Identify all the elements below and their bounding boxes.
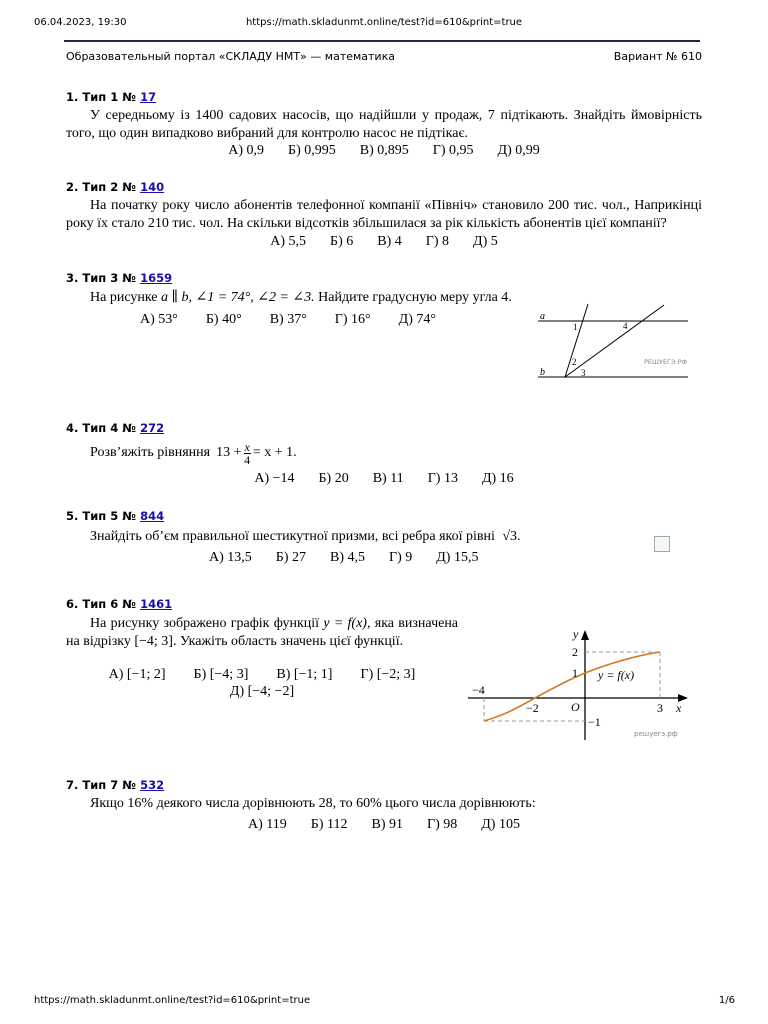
question-5-link[interactable]: 844	[140, 509, 165, 523]
equation-left: 13 +	[216, 445, 242, 460]
y-axis-arrow	[581, 630, 589, 640]
question-7-link[interactable]: 532	[140, 778, 165, 792]
question-3-text: На рисунке a ∥ b, ∠1 = 74°, ∠2 = ∠3. Найдите градусную меру угла 4.	[90, 290, 512, 305]
answer-option: А) 119	[248, 817, 287, 832]
answer-option: Б) [−4; 3]	[193, 667, 249, 682]
answer-option: А) 0,9	[228, 143, 265, 158]
equation-right: = x + 1.	[252, 445, 297, 460]
question-1-header	[66, 90, 156, 104]
answer-option: Г) 0,95	[432, 143, 474, 158]
answer-option: В) 4	[377, 234, 402, 249]
answer-option: Д) 105	[481, 817, 520, 832]
print-footer-url: https://math.skladunmt.online/test?id=610&print=true	[34, 995, 311, 1006]
question-2-answers	[66, 233, 702, 251]
question-4-number: 4. Тип 4 №	[66, 421, 137, 435]
question-7-text: Якщо 16% деякого числа дорівнюють 28, то 60% цього числа дорівнюють:	[90, 796, 536, 811]
answer-option: Г) [−2; 3]	[360, 667, 416, 682]
y-tick-minus-1: −1	[588, 715, 601, 729]
answer-option: В) 0,895	[359, 143, 409, 158]
answer-option: В) [−1; 1]	[276, 667, 333, 682]
answer-option: Г) 98	[426, 817, 458, 832]
question-5-math: √3.	[502, 529, 521, 544]
answer-option: А) −14	[254, 471, 295, 486]
question-4-text: Розв’яжіть рівняння 13 + $\frac{x}{4}$ = x + 1.	[90, 439, 297, 467]
question-2-link[interactable]: 140	[140, 180, 165, 194]
question-1-answers	[66, 142, 702, 160]
print-page-number: 1/6	[718, 995, 735, 1006]
answer-option: В) 11	[372, 471, 404, 486]
label-a: a	[540, 311, 545, 322]
answer-option: В) 37°	[269, 312, 307, 327]
question-7-number: 7. Тип 7 №	[66, 778, 137, 792]
answer-option: Б) 20	[318, 471, 349, 486]
question-7-header	[66, 778, 164, 792]
question-5-text: Знайдіть об’єм правильної шестикутної призми, всі ребра якої рівні √3.	[90, 529, 521, 544]
question-1-text: У середньому із 1400 садових насосів, що надійшли у продаж, 7 підтікають. Знайдіть ймовірність того, що один випадково вибраний для контролю насос не підтікає.	[66, 108, 702, 141]
broken-image-icon	[654, 536, 670, 552]
question-6-answers-row2	[66, 683, 458, 701]
question-6-text: На рисунку зображено графік функції y = f(x), яка визначена на відрізку [−4; 3]. Укажіть область значень цієї функції.	[66, 616, 459, 649]
x-tick-3: 3	[657, 701, 663, 715]
answer-option: Б) 6	[330, 234, 354, 249]
question-6-graph	[468, 622, 694, 744]
answer-option: Д) 5	[473, 234, 498, 249]
question-3-figure	[532, 300, 702, 384]
answer-option: В) 4,5	[329, 550, 365, 565]
answer-option: Г) 16°	[334, 312, 371, 327]
question-2-number: 2. Тип 2 №	[66, 180, 137, 194]
question-3-link[interactable]: 1659	[140, 271, 173, 285]
question-6-interval: [−4; 3].	[134, 634, 177, 649]
figure-watermark: РЕШУЕГЭ.РФ	[644, 358, 688, 366]
answer-option: В) 91	[371, 817, 403, 832]
question-6-number: 6. Тип 6 №	[66, 597, 137, 611]
answer-option: Г) 8	[425, 234, 450, 249]
header-rule	[64, 40, 700, 42]
answer-option: Б) 0,995	[288, 143, 336, 158]
answer-option: Д) 16	[481, 471, 514, 486]
angle-2-label: 2	[572, 357, 577, 367]
question-4-header	[66, 421, 164, 435]
answer-option: Д) 0,99	[497, 143, 540, 158]
question-1-link[interactable]: 17	[140, 90, 157, 104]
question-6-link[interactable]: 1461	[140, 597, 173, 611]
question-4-answers	[66, 470, 702, 488]
answer-option: Д) 15,5	[436, 550, 479, 565]
x-tick-minus-4: −4	[472, 683, 485, 697]
question-4-link[interactable]: 272	[140, 421, 165, 435]
transversal-2	[565, 305, 664, 377]
answer-option: Б) 112	[310, 817, 348, 832]
question-2-text: На початку року число абонентів телефонної компанії «Північ» становило 200 тис. чол., Наприкінці року їх стало 210 тис. чол. На скільки відсотків збільшилася за рік кількість абонентів цієї компанії?	[66, 198, 702, 231]
answer-option: Г) 13	[427, 471, 458, 486]
function-label: y = f(x)	[598, 668, 635, 682]
print-url: https://math.skladunmt.online/test?id=610&print=true	[245, 17, 523, 28]
y-tick-2: 2	[572, 645, 578, 659]
question-3-math: a ∥ b, ∠1 = 74°, ∠2 = ∠3.	[161, 290, 315, 305]
answer-option: Г) 9	[388, 550, 413, 565]
answer-option: Б) 27	[275, 550, 306, 565]
y-axis-label: y	[573, 627, 579, 641]
question-5-answers	[209, 549, 478, 567]
graph-watermark: решуегэ.рф	[634, 730, 678, 738]
angle-4-label: 4	[623, 321, 628, 331]
equation-fraction: $\frac{x}{4}$	[244, 439, 251, 467]
angle-3-label: 3	[581, 368, 586, 378]
question-6-header	[66, 597, 172, 611]
origin-label: O	[571, 700, 580, 714]
answer-option: Д) 74°	[398, 312, 436, 327]
portal-title: Образовательный портал «СКЛАДУ НМТ» — математика	[66, 50, 395, 63]
answer-option: А) 53°	[140, 312, 178, 327]
transversal-1	[565, 304, 588, 377]
angle-1-label: 1	[573, 322, 578, 332]
answer-option: Б) 40°	[205, 312, 242, 327]
answer-option: Д) [−4; −2]	[229, 684, 295, 699]
question-3-answers	[140, 311, 436, 329]
question-5-number: 5. Тип 5 №	[66, 509, 137, 523]
question-6-function: y = f(x),	[323, 616, 371, 631]
question-5-header	[66, 509, 164, 523]
question-6-answers-row1	[66, 666, 458, 684]
y-tick-1: 1	[572, 666, 578, 680]
answer-option: А) 5,5	[270, 234, 307, 249]
answer-option: А) 13,5	[209, 550, 252, 565]
x-axis-label: x	[676, 701, 682, 715]
question-7-answers	[66, 816, 702, 834]
x-tick-minus-2: −2	[526, 701, 539, 715]
question-3-number: 3. Тип 3 №	[66, 271, 137, 285]
question-1-number: 1. Тип 1 №	[66, 90, 137, 104]
variant-number: Вариант № 610	[613, 50, 702, 63]
question-3-header	[66, 271, 172, 285]
answer-option: А) [−1; 2]	[108, 667, 166, 682]
label-b: b	[540, 367, 545, 378]
question-2-header	[66, 180, 164, 194]
print-datetime: 06.04.2023, 19:30	[34, 17, 127, 28]
